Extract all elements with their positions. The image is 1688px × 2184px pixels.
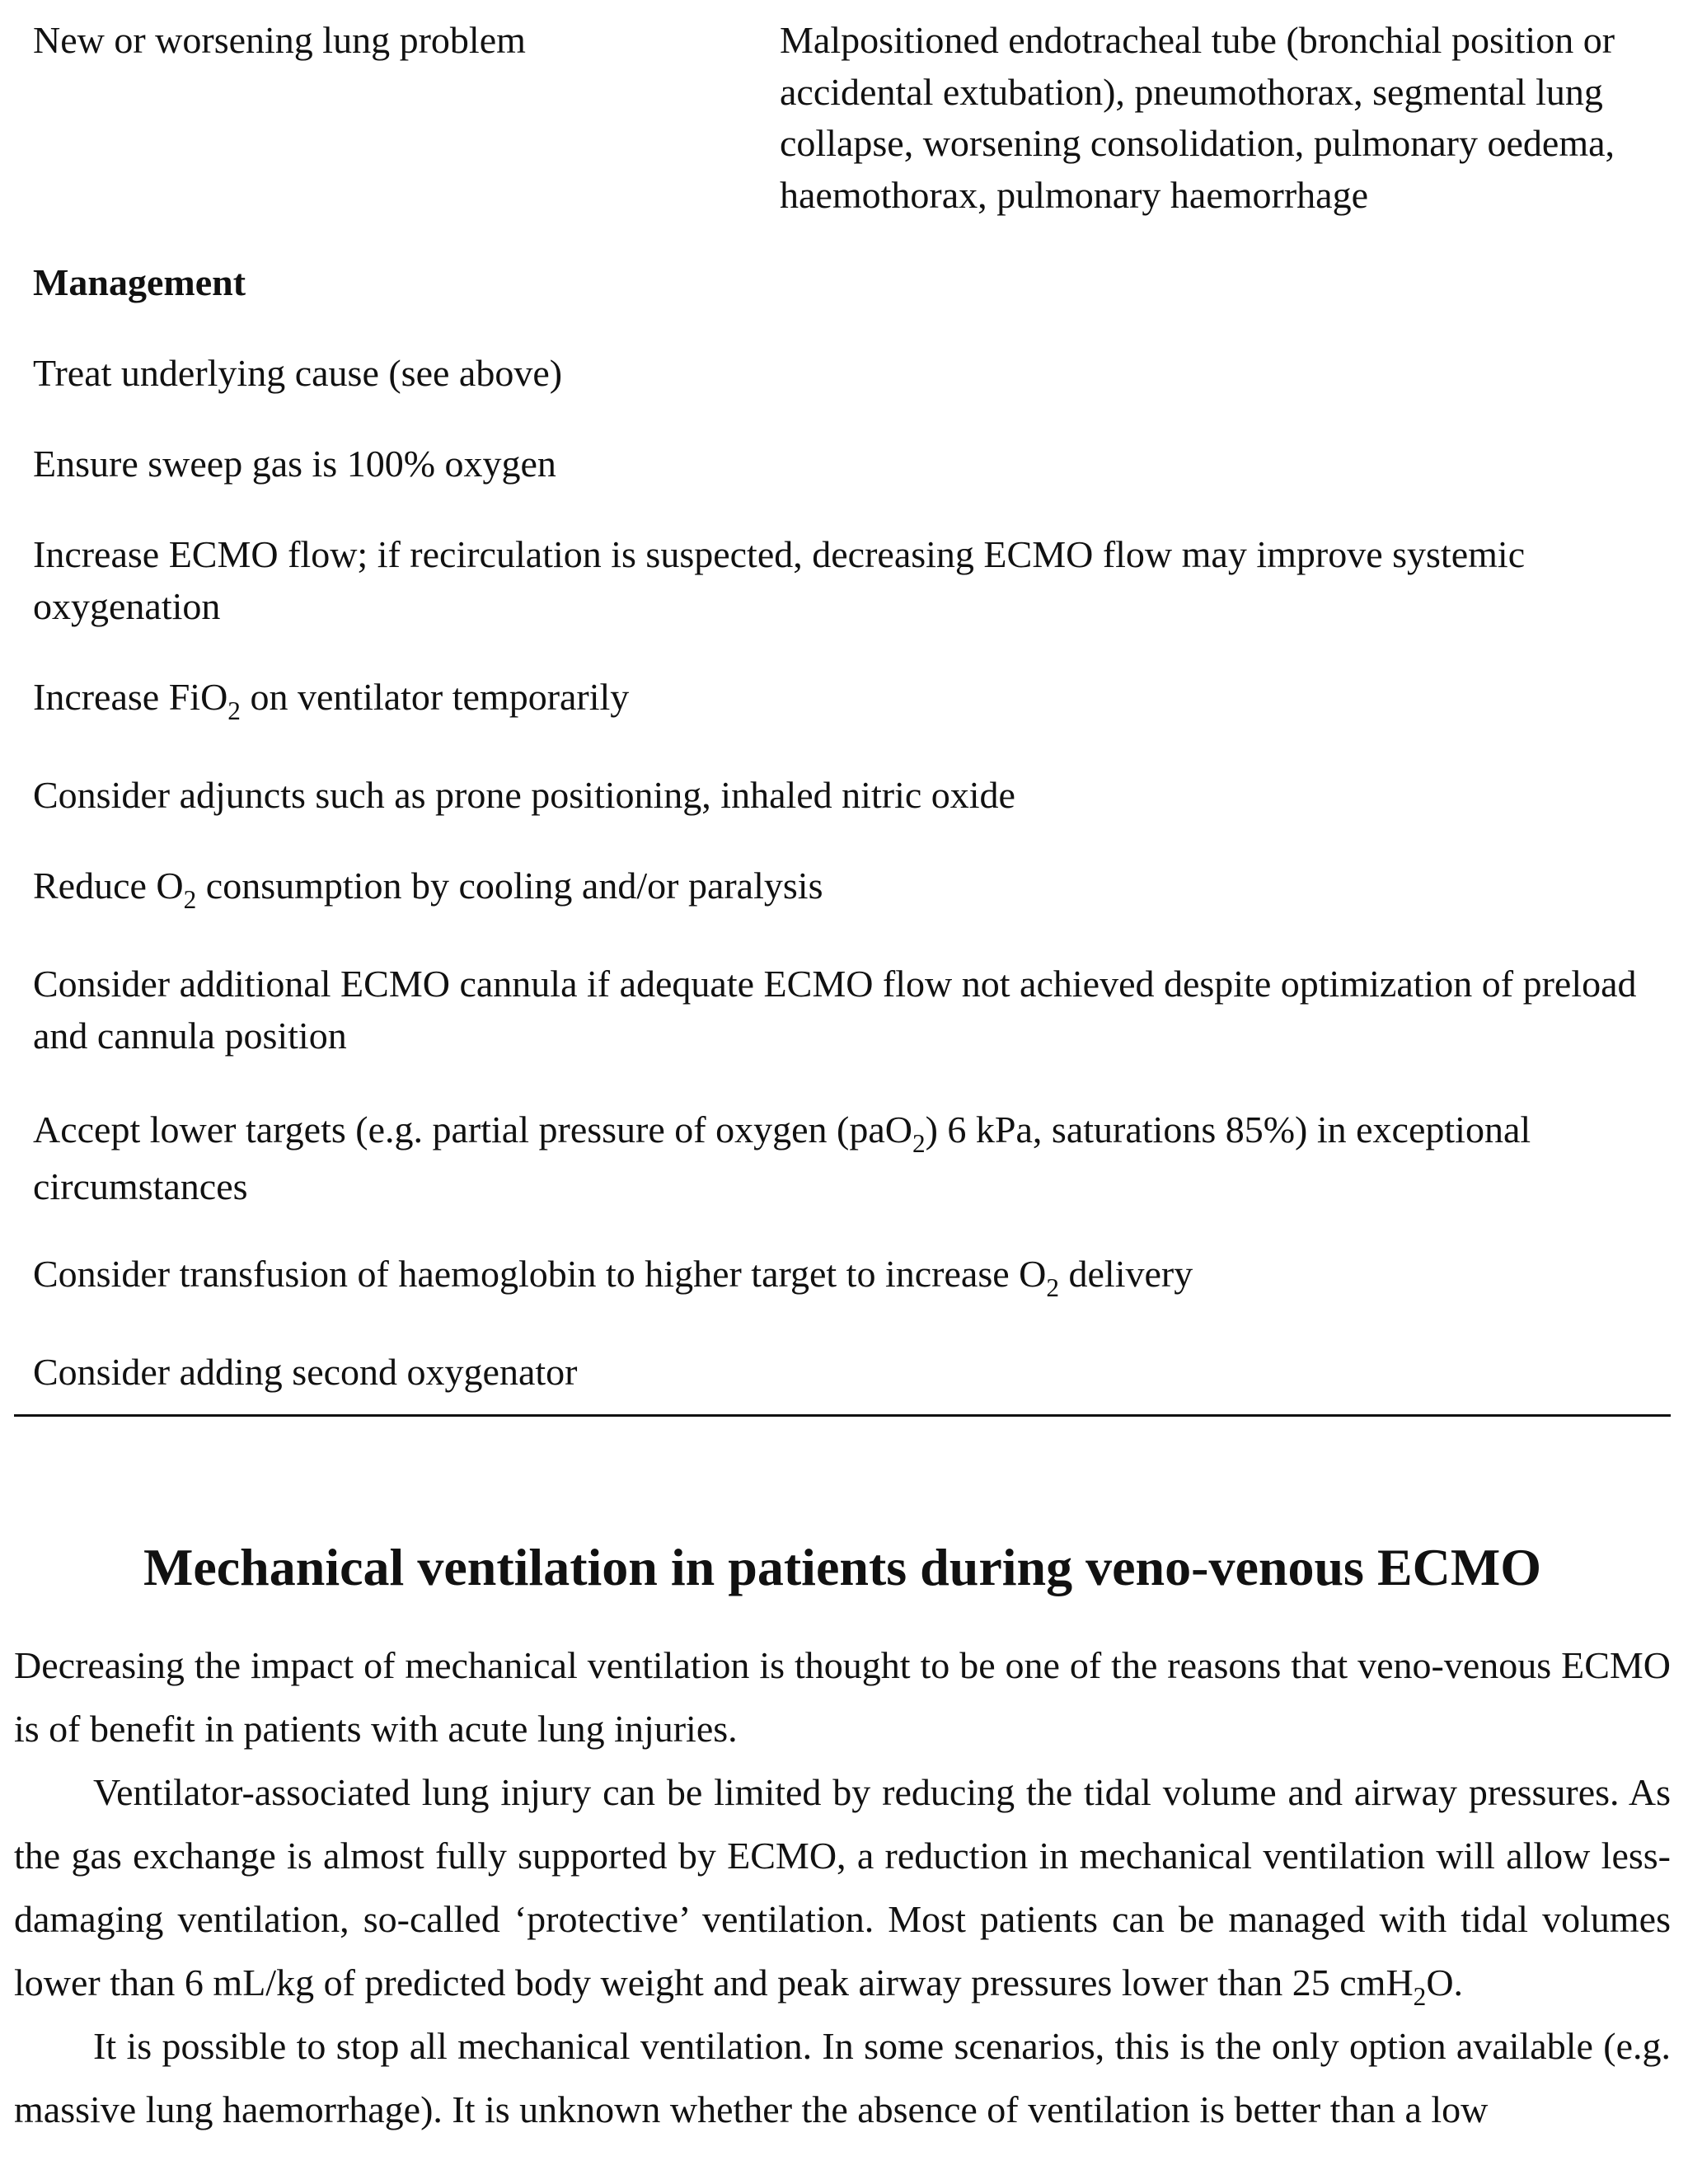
cause-label: New or worsening lung problem [33, 19, 526, 61]
management-item-treat-cause: Treat underlying cause (see above) [33, 352, 563, 394]
section-title: Mechanical ventilation in patients during veno-venous ECMO [143, 1538, 1542, 1596]
text-segment: consumption by cooling and/or paralysis [196, 865, 823, 907]
text-segment: Ventilator-associated lung injury can be limited by reducing the tidal volume and airway pressures. As the gas exchange is almost fully supported by ECMO, a reduction in mechanical ventilation will allow less-damaging ventilation, so-called ‘protective’ ventilation. Most patients can be managed with tidal volumes lower than 6 mL/kg of predicted body weight and peak airway pressures lower than 25 cmH [14, 1771, 1671, 2004]
text-segment: Consider transfusion of haemoglobin to higher target to increase O [33, 1253, 1047, 1295]
text-segment: O. [1426, 1961, 1464, 2004]
text-segment: Accept lower targets (e.g. partial pressure of oxygen (paO [33, 1108, 912, 1151]
management-item-cannula: Consider additional ECMO cannula if adequate ECMO flow not achieved despite optimization of preload and cannula position [33, 963, 1637, 1057]
management-heading: Management [33, 261, 246, 303]
subscript: 2 [1413, 1981, 1427, 2011]
text-segment: on ventilator temporarily [240, 676, 630, 718]
management-item-oxygenator: Consider adding second oxygenator [33, 1351, 578, 1393]
management-item-sweep-gas: Ensure sweep gas is 100% oxygen [33, 443, 556, 485]
management-item-transfusion [33, 1249, 1648, 1301]
text-segment: ) 6 kPa, saturations 85%) in exceptional circumstances [33, 1108, 1531, 1207]
subscript: 2 [183, 884, 197, 914]
management-item-fio2 [33, 672, 1648, 724]
text-segment: Increase FiO [33, 676, 228, 718]
paragraph [14, 1760, 1671, 2014]
subscript: 2 [227, 696, 241, 725]
subscript: 2 [912, 1128, 926, 1158]
management-item-adjuncts: Consider adjuncts such as prone positioning, inhaled nitric oxide [33, 774, 1015, 816]
management-item-ecmo-flow: Increase ECMO flow; if recirculation is suspected, decreasing ECMO flow may improve systemic oxygenation [33, 533, 1526, 627]
subscript: 2 [1046, 1272, 1059, 1302]
management-item-targets [33, 1101, 1648, 1215]
paragraph: It is possible to stop all mechanical ventilation. In some scenarios, this is the only option available (e.g. massive lung haemorrhage). It is unknown whether the absence of ventilation is better than a low [14, 2025, 1671, 2130]
text-segment: Reduce O [33, 865, 184, 907]
section-body [14, 1633, 1671, 2141]
management-item-o2-consumption [33, 860, 1648, 912]
cause-detail: Malpositioned endotracheal tube (bronchial position or accidental extubation), pneumothorax, segmental lung collapse, worsening consolidation, pulmonary oedema, haemothorax, pulmonary haemorrhage [780, 19, 1615, 216]
text-segment: delivery [1059, 1253, 1193, 1295]
table-bottom-rule [14, 1414, 1671, 1417]
paragraph: Decreasing the impact of mechanical ventilation is thought to be one of the reasons that veno-venous ECMO is of benefit in patients with acute lung injuries. [14, 1644, 1671, 1750]
